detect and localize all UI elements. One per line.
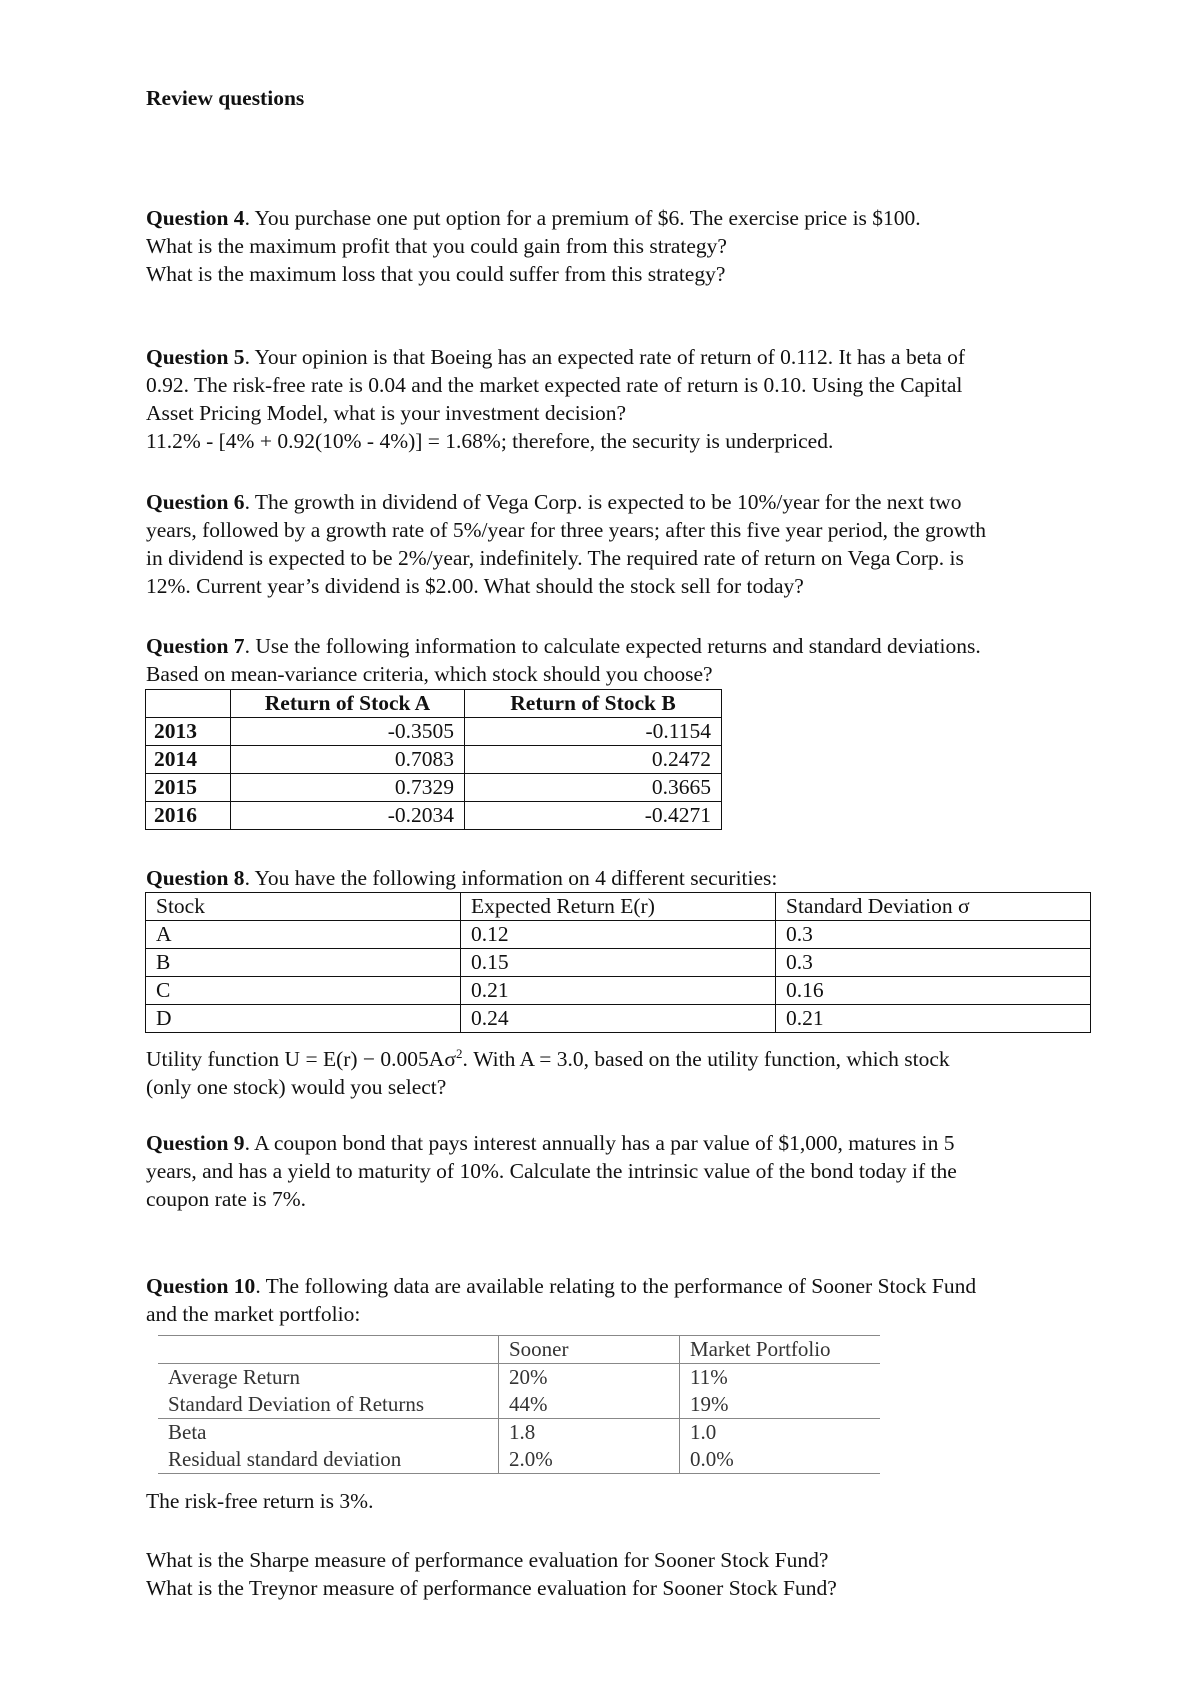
question-5-label: Question 5 (146, 345, 245, 369)
expected-return-cell: 0.24 (461, 1005, 776, 1033)
question-5-line-3: Asset Pricing Model, what is your investment decision? (146, 401, 627, 425)
market-cell: 19% (680, 1391, 881, 1419)
securities-table (145, 892, 1091, 1033)
question-9-line-1: . A coupon bond that pays interest annually has a par value of $1,000, matures in 5 (244, 1131, 955, 1155)
stock-cell: D (146, 1005, 461, 1033)
question-4-label: Question 4 (146, 206, 245, 230)
table-header-market-portfolio: Market Portfolio (680, 1336, 881, 1364)
question-4-line-2: What is the maximum profit that you could gain from this strategy? (146, 234, 727, 258)
sooner-cell: 44% (499, 1391, 680, 1419)
question-6-line-2: years, followed by a growth rate of 5%/year for three years; after this five year period, the growth (146, 518, 986, 542)
question-10-followup (146, 1487, 373, 1515)
table-row (158, 1419, 880, 1447)
page-title: Review questions (146, 86, 305, 110)
question-7-line-1: . Use the following information to calculate expected returns and standard deviations. (244, 634, 981, 658)
question-8-followup-line-2: (only one stock) would you select? (146, 1075, 447, 1100)
table-row (158, 1364, 880, 1392)
stock-b-cell: 0.2472 (465, 746, 722, 774)
table-header-sooner: Sooner (499, 1336, 680, 1364)
question-7 (146, 632, 981, 688)
utility-function-text: Utility function U = E(r) − 0.005Aσ (146, 1047, 456, 1072)
market-cell: 11% (680, 1364, 881, 1392)
table-header-stock: Stock (146, 893, 461, 921)
stock-a-cell: -0.3505 (231, 718, 465, 746)
std-dev-cell: 0.21 (776, 1005, 1091, 1033)
risk-free-return-text: The risk-free return is 3%. (146, 1489, 374, 1513)
question-8 (146, 864, 777, 892)
question-10-line-1: . The following data are available relating to the performance of Sooner Stock Fund (255, 1274, 977, 1298)
table-row (146, 949, 1091, 977)
question-6-line-3: in dividend is expected to be 2%/year, indefinitely. The required rate of return on Vega Corp. is (146, 546, 964, 570)
table-header-row (158, 1336, 880, 1364)
question-7-label: Question 7 (146, 634, 245, 658)
table-header-stock-a: Return of Stock A (231, 690, 465, 718)
table-row (146, 802, 722, 830)
question-6-label: Question 6 (146, 490, 245, 514)
stock-b-cell: -0.1154 (465, 718, 722, 746)
metric-cell: Standard Deviation of Returns (168, 1392, 425, 1416)
question-4 (146, 204, 921, 288)
sooner-cell: 1.8 (499, 1419, 680, 1447)
question-8-followup (146, 1040, 950, 1101)
std-dev-cell: 0.3 (776, 949, 1091, 977)
stock-a-cell: -0.2034 (231, 802, 465, 830)
table-row (146, 774, 722, 802)
question-5-line-2: 0.92. The risk-free rate is 0.04 and the market expected rate of return is 0.10. Using the Capital (146, 373, 963, 397)
question-8-label: Question 8 (146, 866, 245, 890)
market-cell: 0.0% (680, 1446, 881, 1474)
utility-function-exponent: 2 (455, 1046, 463, 1061)
year-cell: 2014 (146, 746, 231, 774)
question-6 (146, 488, 986, 600)
stock-cell: C (146, 977, 461, 1005)
stock-cell: A (146, 921, 461, 949)
metric-cell: Beta (158, 1419, 499, 1447)
metric-cell: Residual standard deviation (158, 1446, 499, 1474)
performance-table (158, 1335, 880, 1474)
table-row (146, 746, 722, 774)
table-row (146, 718, 722, 746)
year-cell: 2015 (146, 774, 231, 802)
sooner-cell: 2.0% (499, 1446, 680, 1474)
expected-return-cell: 0.15 (461, 949, 776, 977)
table-header-stock-b: Return of Stock B (465, 690, 722, 718)
stock-b-cell: -0.4271 (465, 802, 722, 830)
std-dev-cell: 0.3 (776, 921, 1091, 949)
question-5 (146, 343, 965, 455)
question-6-line-1: . The growth in dividend of Vega Corp. is expected to be 10%/year for the next two (244, 490, 962, 514)
stock-a-cell: 0.7329 (231, 774, 465, 802)
table-header-empty (146, 690, 231, 718)
question-9-line-2: years, and has a yield to maturity of 10%. Calculate the intrinsic value of the bond today if the (146, 1159, 957, 1183)
treynor-question: What is the Treynor measure of performance evaluation for Sooner Stock Fund? (146, 1576, 837, 1600)
table-header-empty (158, 1336, 499, 1364)
table-header-row (146, 690, 722, 718)
metric-cell: Average Return (168, 1365, 300, 1389)
question-10 (146, 1272, 976, 1328)
market-cell: 1.0 (680, 1419, 881, 1447)
expected-return-cell: 0.21 (461, 977, 776, 1005)
question-9 (146, 1129, 957, 1213)
stock-a-cell: 0.7083 (231, 746, 465, 774)
question-10-line-2: and the market portfolio: (146, 1302, 361, 1326)
stock-b-cell: 0.3665 (465, 774, 722, 802)
question-4-line-3: What is the maximum loss that you could suffer from this strategy? (146, 262, 726, 286)
utility-function-text-cont: . With A = 3.0, based on the utility function, which stock (462, 1047, 950, 1072)
question-10-questions (146, 1546, 837, 1602)
year-cell: 2013 (146, 718, 231, 746)
question-5-line-1: . Your opinion is that Boeing has an expected rate of return of 0.112. It has a beta of (244, 345, 966, 369)
question-7-line-2: Based on mean-variance criteria, which stock should you choose? (146, 662, 713, 686)
question-9-label: Question 9 (146, 1131, 245, 1155)
expected-return-cell: 0.12 (461, 921, 776, 949)
table-header-std-dev: Standard Deviation σ (776, 893, 1091, 921)
table-row (158, 1446, 880, 1474)
question-6-line-4: 12%. Current year’s dividend is $2.00. What should the stock sell for today? (146, 574, 804, 598)
question-4-line-1: . You purchase one put option for a premium of $6. The exercise price is $100. (244, 206, 921, 230)
question-9-line-3: coupon rate is 7%. (146, 1187, 307, 1211)
stock-returns-table (145, 689, 722, 830)
table-row (146, 1005, 1091, 1033)
table-row (146, 921, 1091, 949)
sooner-cell: 20% (499, 1364, 680, 1392)
year-cell: 2016 (146, 802, 231, 830)
std-dev-cell: 0.16 (776, 977, 1091, 1005)
table-row (158, 1391, 880, 1419)
question-5-line-4: 11.2% - [4% + 0.92(10% - 4%)] = 1.68%; therefore, the security is underpriced. (146, 429, 834, 453)
question-10-label: Question 10 (146, 1274, 256, 1298)
table-header-row (146, 893, 1091, 921)
stock-cell: B (146, 949, 461, 977)
table-row (146, 977, 1091, 1005)
question-8-line-1: . You have the following information on 4 different securities: (244, 866, 778, 890)
table-header-expected-return: Expected Return E(r) (461, 893, 776, 921)
sharpe-question: What is the Sharpe measure of performance evaluation for Sooner Stock Fund? (146, 1548, 829, 1572)
